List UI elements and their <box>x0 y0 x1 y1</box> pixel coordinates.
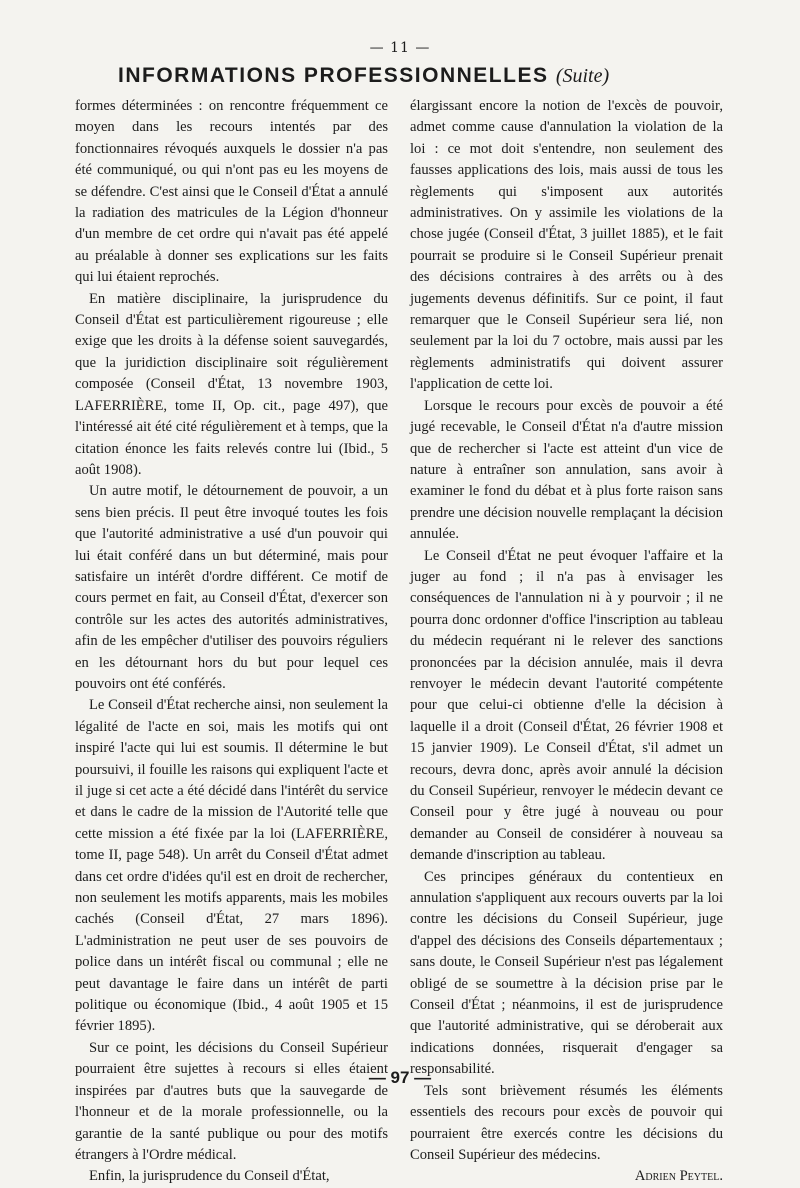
right-column <box>410 96 723 1188</box>
page-number: — 97 — <box>368 1068 432 1087</box>
author-signature: Adrien Peytel. <box>634 1168 723 1185</box>
paragraph: Sur ce point, les décisions du Conseil Supérieur pourraient être sujettes à recours si elles étaient inspirées par d'autres buts que la sauvegarde de l'honneur et de la morale professionnelle, ou la garantie de la santé publique ou pour des motifs étrangers à l'Ordre médical. <box>75 1039 388 1163</box>
paragraph: Tels sont brièvement résumés les éléments essentiels des recours pour excès de pouvoir qui pourraient être exercés contre les décisions du Conseil Supérieur des médecins. <box>410 1082 723 1163</box>
paragraph: élargissant encore la notion de l'excès de pouvoir, admet comme cause d'annulation la violation de la loi : ce mot doit s'entendre, non seulement des fausses applications des lois, mais aussi de tous les règlements qui s'imposent aux autorités administratives. On y assimile les violations de la chose jugée (Conseil d'État, 3 juillet 1885), et le fait pourrait se produire si le Conseil Supérieur prenait des décisions contraires à des arrêts ou à des jugements devenus définitifs. Sur ce point, il faut remarquer que le Conseil Supérieur sera lié, non seulement par la loi du 7 octobre, mais aussi par les règlements administratifs qui doivent assurer l'application de cette loi. <box>410 98 723 393</box>
paragraph: Un autre motif, le détournement de pouvoir, a un sens bien précis. Il peut être invoqué toutes les fois que l'autorité administrative a usé d'un pouvoir qui lui était conféré dans un but déterminé, mais pour satisfaire un intérêt d'ordre différent. Ce motif de cours permet en fait, au Conseil d'État, d'exercer son contrôle sur les actes des autorités administratives, afin de les empêcher d'utiliser des pouvoirs réguliers en les détournant hors du but pour lequel ces pouvoirs ont été conférés. <box>75 483 388 692</box>
left-column <box>75 96 388 1188</box>
section-suite: (Suite) <box>555 65 610 87</box>
paragraph: Le Conseil d'État recherche ainsi, non seulement la légalité de l'acte en soi, mais les motifs qui ont inspiré l'acte qui lui est soumis. Il détermine le but poursuivi, il fouille les raisons qui expliquent l'acte et il juge si cet acte a été décidé dans l'intérêt du service et dans le cadre de la mission de l'Autorité telle que cette mission a été fixée par la loi (LAFERRIÈRE, tome II, page 548). Un arrêt du Conseil d'État admet dans cet ordre d'idées qu'il est en droit de rechercher, non seulement les motifs apparents, mais les mobiles cachés (Conseil d'État, 27 mars 1896). L'administration ne peut user de ses pouvoirs de police dans un intérêt fiscal ou communal ; elle ne peut davantage le faire dans un intérêt de parti politique ou économique (Ibid., 4 août 1905 et 15 février 1895). <box>75 697 388 1035</box>
paragraph: formes déterminées : on rencontre fréquemment ce moyen dans les recours intentés par des fonctionnaires révoqués auxquels le dossier n'a pas été communiqué, ou qui n'ont pas eu les moyens de se défendre. C'est ainsi que le Conseil d'État a annulé la radiation des matricules de la Légion d'honneur d'un membre de cet ordre qui n'avait pas été appelé au préalable à donner ses explications sur les faits qui lui étaient reprochés. <box>75 98 388 286</box>
paragraph: Le Conseil d'État ne peut évoquer l'affaire et la juger au fond ; il n'a pas à envisager les conséquences de l'annulation ni à y pourvoir ; il ne pourra donc ordonner d'office l'inscription au tableau du médecin requérant ni le relever des sanctions prononcées par la décision annulée, mais il devra renvoyer le médecin devant l'autorité compétente pour que celui-ci obtienne d'elle la décision à laquelle il a droit (Conseil d'État, 26 février 1908 et 15 janvier 1909). Le Conseil d'État, s'il admet un recours, devra donc, après avoir annulé la décision du Conseil Supérieur, renvoyer le médecin devant ce Conseil pour y être jugé à nouveau ou pour demander au Conseil de considérer à nouveau sa demande d'inscription au tableau. <box>410 547 723 864</box>
paragraph: En matière disciplinaire, la jurisprudence du Conseil d'État est particulièrement rigoureuse ; elle exige que les droits à la défense soient sauvegardés, que la juridiction disciplinaire soit régulièrement composée (Conseil d'État, 13 novembre 1903, LAFERRIÈRE, tome II, Op. cit., page 497), que l'intéressé ait été cité régulièrement et à temps, que la citation énonce les faits relevés contre lui (Ibid., 5 août 1908). <box>75 290 388 478</box>
running-page-number: — 11 — <box>369 40 431 56</box>
paragraph: Enfin, la jurisprudence du Conseil d'État, <box>89 1168 330 1185</box>
section-title: INFORMATIONS PROFESSIONNELLES <box>118 64 549 87</box>
section-header <box>118 64 718 88</box>
paragraph: Lorsque le recours pour excès de pouvoir a été jugé recevable, le Conseil d'État n'a d'autre mission que de rechercher si l'acte est atteint d'un vice de nature à entraîner son annulation, sans avoir à examiner le fond du débat et à plus forte raison sans prendre une décision nouvelle remplaçant la décision annulée. <box>410 397 723 543</box>
paragraph: Ces principes généraux du contentieux en annulation s'appliquent aux recours ouverts par la loi contre les décisions du Conseil Supérieur, juge d'appel des décisions des Conseils départementaux ; sans doute, le Conseil Supérieur n'est pas légalement obligé de se soumettre à la décision prise par le Conseil d'État ; néanmoins, il est de jurisprudence que l'autorité administrative, qui se déroberait aux indications données, risquerait d'engager sa responsabilité. <box>410 868 723 1078</box>
